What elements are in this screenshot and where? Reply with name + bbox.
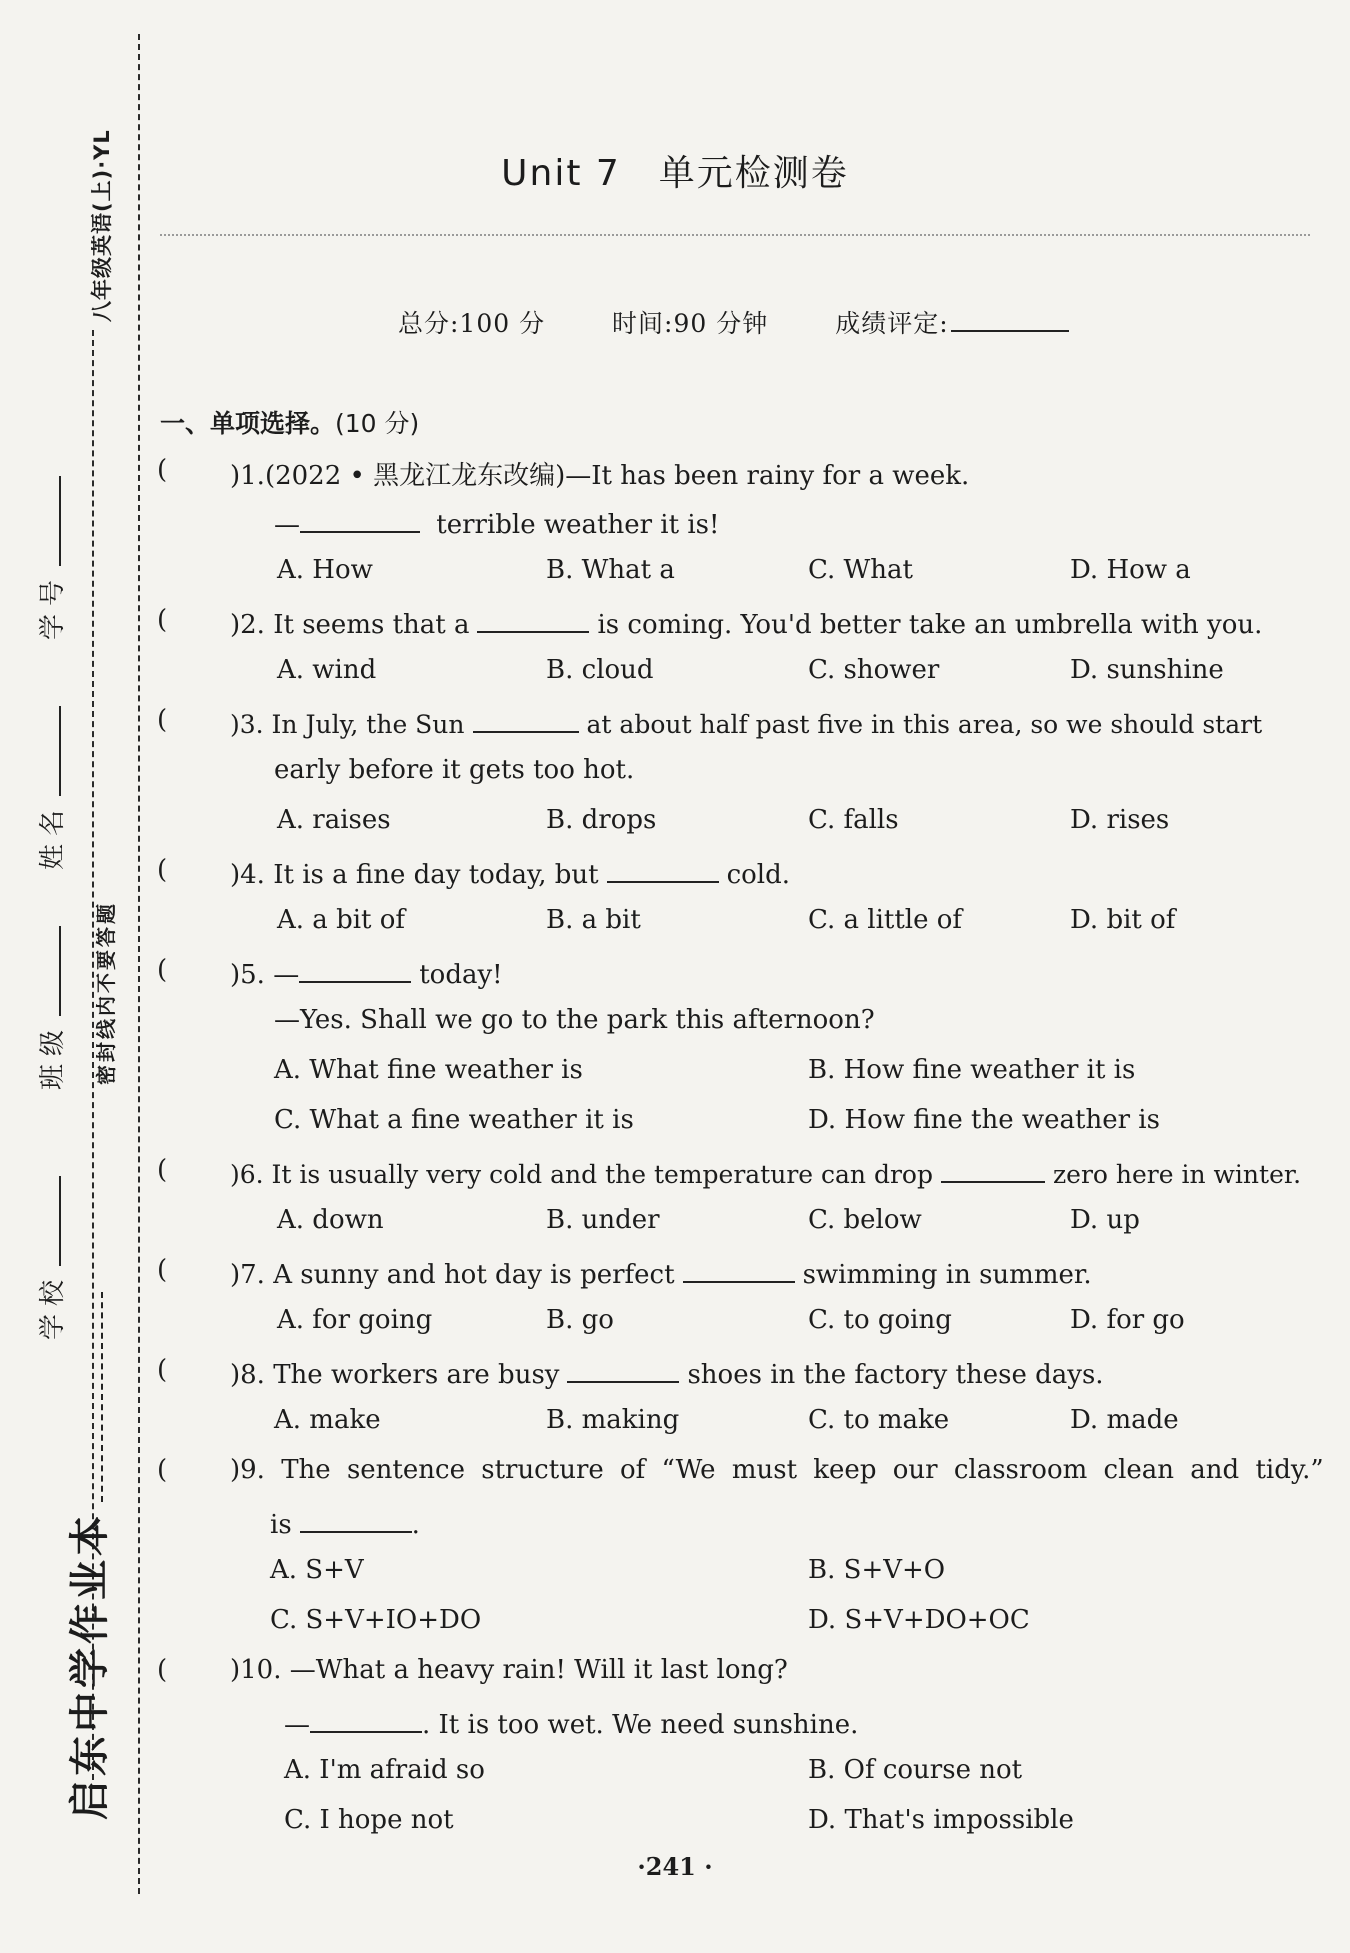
option[interactable]: D. up bbox=[1070, 1205, 1140, 1235]
option[interactable]: C. What a fine weather it is bbox=[274, 1105, 634, 1135]
option[interactable]: A. I'm afraid so bbox=[284, 1755, 485, 1785]
question-stem bbox=[230, 1155, 1301, 1189]
option[interactable]: A. wind bbox=[277, 655, 377, 685]
class-label: 班级 bbox=[38, 1021, 68, 1090]
option[interactable]: C. falls bbox=[808, 805, 899, 835]
option[interactable]: C. S+V+IO+DO bbox=[270, 1605, 482, 1635]
stem-part: )3. In July, the Sun bbox=[230, 710, 465, 739]
stem-part: shoes in the factory these days. bbox=[687, 1360, 1104, 1390]
stem-part: swimming in summer. bbox=[802, 1260, 1092, 1290]
question-stem bbox=[230, 1255, 1092, 1290]
grade-blank[interactable] bbox=[951, 330, 1069, 332]
option[interactable]: A. raises bbox=[277, 805, 391, 835]
option[interactable]: B. How fine weather it is bbox=[808, 1055, 1136, 1085]
question-stem: )9. The sentence structure of “We must keep our classroom clean and tidy.” bbox=[230, 1455, 1324, 1485]
option[interactable]: C. shower bbox=[808, 655, 940, 685]
answer-paren[interactable]: ( bbox=[157, 1155, 168, 1185]
option[interactable]: C. to going bbox=[808, 1305, 952, 1335]
total-score: 总分:100 分 bbox=[398, 309, 546, 338]
stem-part: is bbox=[270, 1510, 292, 1540]
grade-label: 成绩评定: bbox=[835, 309, 949, 338]
option[interactable]: D. How a bbox=[1070, 555, 1191, 585]
answer-blank[interactable] bbox=[300, 505, 420, 533]
section-title: 一、单项选择。 bbox=[160, 409, 336, 438]
stem-part: )2. It seems that a bbox=[230, 610, 470, 640]
exam-meta bbox=[398, 304, 1069, 340]
question-stem bbox=[230, 1355, 1104, 1390]
school-name-dashed-line bbox=[101, 1292, 103, 1502]
stem-part: — bbox=[284, 1710, 310, 1740]
school-name-text: 启东中学作业本 bbox=[67, 1512, 113, 1820]
stem-part: )7. A sunny and hot day is perfect bbox=[230, 1260, 675, 1290]
name-field bbox=[32, 706, 69, 870]
option[interactable]: A. make bbox=[274, 1405, 381, 1435]
answer-blank[interactable] bbox=[941, 1155, 1045, 1183]
title-divider bbox=[160, 234, 1310, 236]
option[interactable]: B. What a bbox=[546, 555, 675, 585]
answer-blank[interactable] bbox=[300, 1505, 412, 1533]
answer-blank[interactable] bbox=[473, 705, 579, 733]
question-stem bbox=[230, 605, 1262, 640]
stem-part: )6. It is usually very cold and the temperature can drop bbox=[230, 1160, 933, 1189]
answer-blank[interactable] bbox=[683, 1255, 795, 1283]
school-blank[interactable] bbox=[59, 1176, 61, 1266]
option[interactable]: A. for going bbox=[277, 1305, 433, 1335]
option[interactable]: C. to make bbox=[808, 1405, 950, 1435]
answer-blank[interactable] bbox=[299, 955, 411, 983]
option[interactable]: B. cloud bbox=[546, 655, 654, 685]
option[interactable]: A. down bbox=[277, 1205, 384, 1235]
answer-blank[interactable] bbox=[567, 1355, 679, 1383]
stem-part: terrible weather it is! bbox=[428, 510, 720, 540]
answer-blank[interactable] bbox=[310, 1705, 422, 1733]
option[interactable]: D. sunshine bbox=[1070, 655, 1224, 685]
option[interactable]: C. a little of bbox=[808, 905, 963, 935]
question-stem bbox=[230, 855, 790, 890]
stem-part: )5. — bbox=[230, 960, 300, 990]
class-field bbox=[32, 926, 69, 1090]
stem-part: is coming. You'd better take an umbrella with you. bbox=[597, 610, 1263, 640]
answer-paren[interactable]: ( bbox=[157, 605, 168, 635]
option[interactable]: D. for go bbox=[1070, 1305, 1185, 1335]
stem-part: — bbox=[274, 510, 300, 540]
question-stem-line2: —Yes. Shall we go to the park this afternoon? bbox=[274, 1005, 875, 1035]
option[interactable]: D. made bbox=[1070, 1405, 1179, 1435]
answer-paren[interactable]: ( bbox=[157, 1455, 168, 1485]
student-id-field bbox=[32, 476, 69, 640]
section-heading bbox=[160, 404, 419, 440]
answer-paren[interactable]: ( bbox=[157, 955, 168, 985]
option[interactable]: B. drops bbox=[546, 805, 657, 835]
option[interactable]: C. What bbox=[808, 555, 913, 585]
stem-part: . It is too wet. We need sunshine. bbox=[422, 1710, 859, 1740]
question-stem: )10. —What a heavy rain! Will it last long? bbox=[230, 1655, 788, 1685]
answer-paren[interactable]: ( bbox=[157, 1355, 168, 1385]
option[interactable]: D. S+V+DO+OC bbox=[808, 1605, 1030, 1635]
answer-blank[interactable] bbox=[477, 605, 589, 633]
answer-blank[interactable] bbox=[607, 855, 719, 883]
option[interactable]: A. How bbox=[277, 555, 373, 585]
stem-part: today! bbox=[419, 960, 503, 990]
stem-part: )4. It is a fine day today, but bbox=[230, 860, 599, 890]
option[interactable]: B. a bit bbox=[546, 905, 641, 935]
seal-notice: 密封线内不要答题 bbox=[94, 901, 118, 1085]
option[interactable]: D. That's impossible bbox=[808, 1805, 1074, 1835]
question-stem bbox=[230, 705, 1262, 739]
stem-part: . bbox=[411, 1510, 420, 1540]
student-id-label: 学号 bbox=[38, 571, 68, 640]
page-number: ·241 · bbox=[637, 1852, 713, 1881]
stem-part: cold. bbox=[726, 860, 791, 890]
stem-part: )8. The workers are busy bbox=[230, 1360, 560, 1390]
option[interactable]: B. go bbox=[546, 1305, 614, 1335]
question-stem bbox=[230, 955, 503, 990]
answer-paren[interactable]: ( bbox=[157, 1255, 168, 1285]
answer-paren[interactable]: ( bbox=[157, 705, 168, 735]
option[interactable]: B. making bbox=[546, 1405, 680, 1435]
page-title: Unit 7 单元检测卷 bbox=[501, 153, 849, 194]
option[interactable]: A. a bit of bbox=[277, 905, 406, 935]
section-points: (10 分) bbox=[335, 409, 420, 438]
option[interactable]: A. S+V bbox=[270, 1555, 364, 1585]
question-stem: )1.(2022 • 黑龙江龙东改编)—It has been rainy for a week. bbox=[230, 461, 970, 491]
option[interactable]: B. under bbox=[546, 1205, 660, 1235]
option[interactable]: D. bit of bbox=[1070, 905, 1176, 935]
question-stem-line2 bbox=[270, 1505, 420, 1540]
answer-paren[interactable]: ( bbox=[157, 855, 168, 885]
option[interactable]: B. Of course not bbox=[808, 1755, 1023, 1785]
question-stem-line2: early before it gets too hot. bbox=[274, 755, 635, 785]
option[interactable]: D. How fine the weather is bbox=[808, 1105, 1160, 1135]
option[interactable]: B. S+V+O bbox=[808, 1555, 946, 1585]
question-stem-line2 bbox=[284, 1705, 858, 1740]
book-label: 八年级英语(上)·YL bbox=[90, 129, 114, 322]
answer-paren[interactable]: ( bbox=[157, 1655, 168, 1685]
school-name bbox=[58, 1292, 115, 1820]
question-stem-line2 bbox=[274, 505, 719, 540]
binding-dashed-line bbox=[138, 34, 140, 1894]
option[interactable]: C. below bbox=[808, 1205, 922, 1235]
exam-time: 时间:90 分钟 bbox=[612, 309, 769, 338]
stem-part: at about half past five in this area, so we should start bbox=[586, 710, 1263, 739]
option[interactable]: D. rises bbox=[1070, 805, 1170, 835]
school-label: 学校 bbox=[38, 1271, 68, 1340]
class-blank[interactable] bbox=[59, 926, 61, 1016]
answer-paren[interactable]: ( bbox=[157, 455, 168, 485]
name-blank[interactable] bbox=[59, 706, 61, 796]
option[interactable]: A. What fine weather is bbox=[274, 1055, 583, 1085]
stem-part: zero here in winter. bbox=[1052, 1160, 1302, 1189]
student-id-blank[interactable] bbox=[59, 476, 61, 566]
option[interactable]: C. I hope not bbox=[284, 1805, 454, 1835]
name-label: 姓名 bbox=[38, 801, 68, 870]
